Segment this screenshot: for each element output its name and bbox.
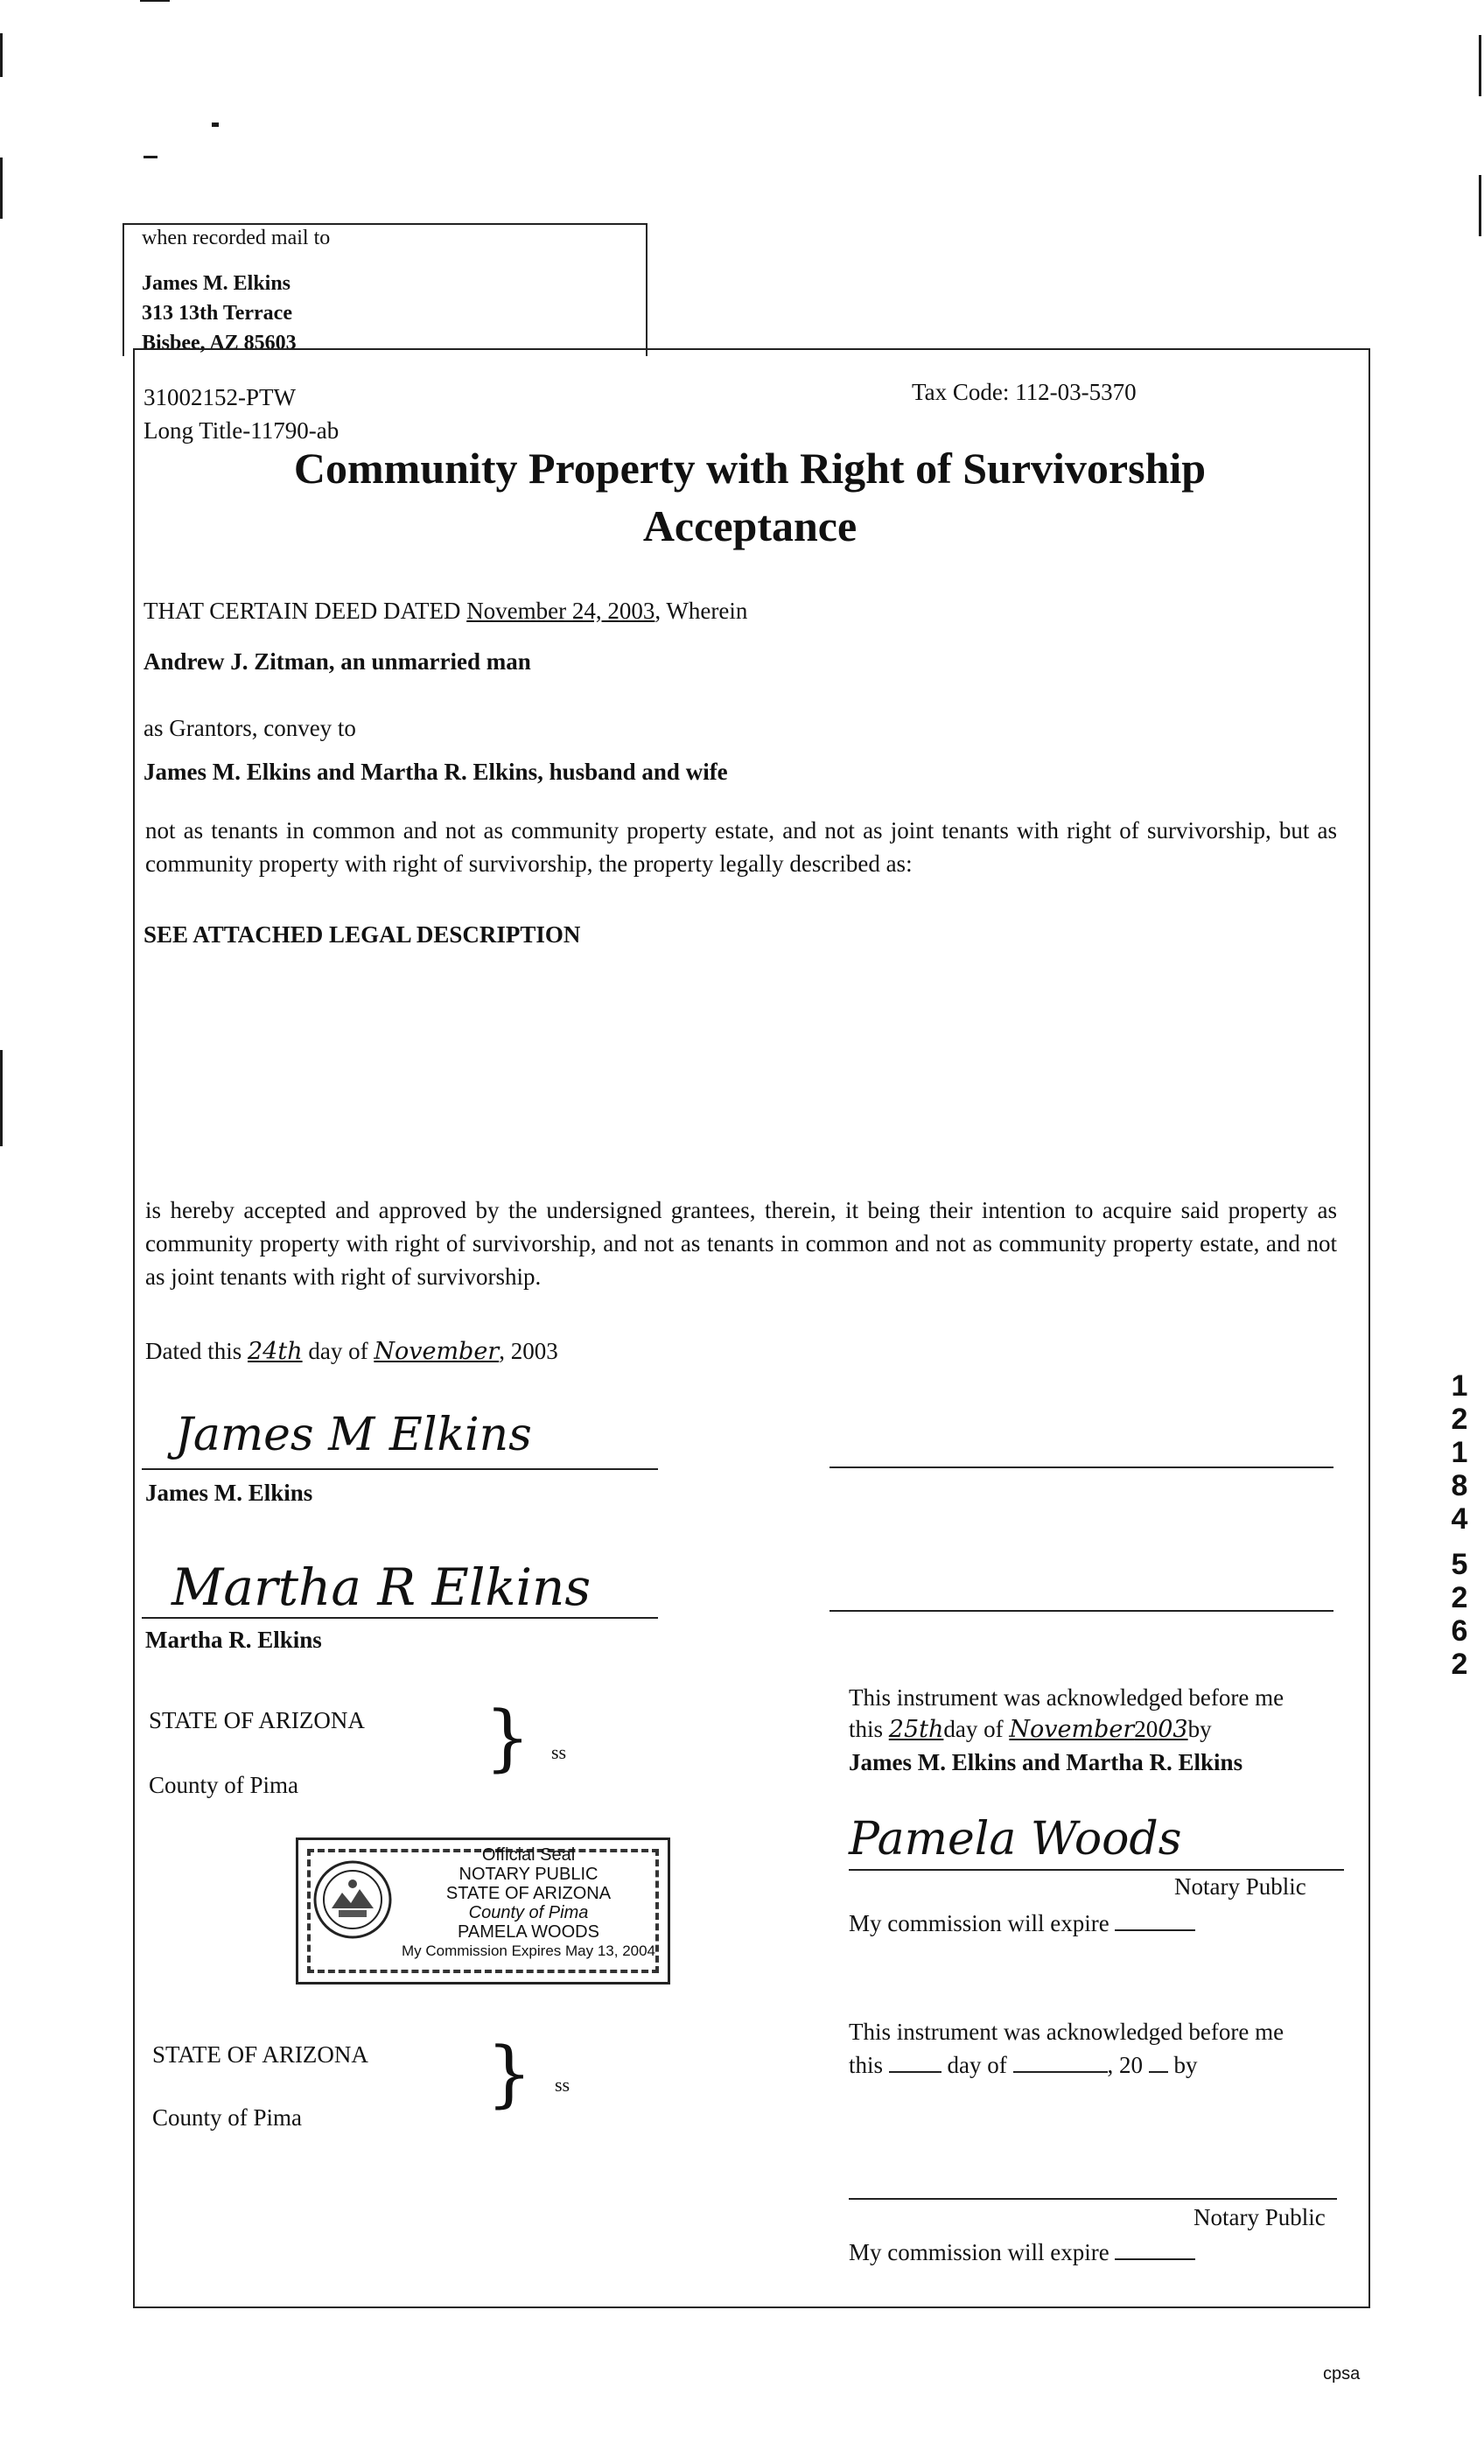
signature-line-1 xyxy=(142,1468,658,1470)
notary2-state: STATE OF ARIZONA xyxy=(152,2041,368,2068)
long-title: Long Title-11790-ab xyxy=(144,417,340,444)
deed-suffix: , Wherein xyxy=(654,598,748,624)
seal-line6: My Commission Expires May 13, 2004 xyxy=(401,1942,656,1959)
conveyance-paragraph: not as tenants in common and not as community property estate, and not as joint tenants with right of survivorship, but as community property with right of survivorship, the property legally described as: xyxy=(145,817,1337,877)
notary2-commission xyxy=(849,2236,1195,2268)
signature-line-4 xyxy=(830,1610,1334,1612)
deed-date: November 24, 2003 xyxy=(466,598,655,624)
notary2-day-blank xyxy=(889,2071,942,2073)
dated-month: November xyxy=(374,1338,500,1365)
dated-year: , 2003 xyxy=(499,1338,558,1364)
seal-line3: STATE OF ARIZONA xyxy=(445,1884,612,1903)
notary2-this: this xyxy=(849,2052,884,2078)
as-grantors: as Grantors, convey to xyxy=(144,715,356,741)
scan-mark xyxy=(0,1050,3,1146)
footer-code: cpsa xyxy=(1323,2364,1361,2384)
notary2-this-line xyxy=(849,2049,1198,2081)
seal-line5: PAMELA WOODS xyxy=(458,1922,599,1942)
dated-day: 24th xyxy=(247,1338,303,1365)
dated-prefix: Dated this xyxy=(145,1338,242,1364)
notary1-year-prefix: 20 xyxy=(1134,1716,1158,1742)
scan-mark xyxy=(0,158,3,219)
mail-to-street: 313 13th Terrace xyxy=(142,302,292,325)
mail-to-box xyxy=(122,223,648,356)
notary1-day-of: day of xyxy=(943,1716,1004,1742)
notary1-commission-blank xyxy=(1115,1929,1195,1931)
acceptance-paragraph: is hereby accepted and approved by the undersigned grantees, therein, it being their intention to acquire said property as community property with right of survivorship, and not as tenants in common and not as community property estate, and not as joint tenants with right of survivorship. xyxy=(145,1197,1337,1290)
dated-mid: day of xyxy=(308,1338,368,1364)
legal-description: SEE ATTACHED LEGAL DESCRIPTION xyxy=(144,921,581,948)
notary2-brace: } xyxy=(486,2033,533,2116)
scan-mark xyxy=(1479,175,1481,236)
signature-martha-handwritten: Martha R Elkins xyxy=(172,1558,592,1617)
notary1-year: 03 xyxy=(1158,1716,1188,1743)
document-frame xyxy=(133,348,1370,2308)
notary2-year-prefix: , 20 xyxy=(1107,2052,1143,2078)
grantor: Andrew J. Zitman, an unmarried man xyxy=(144,648,531,675)
deed-prefix: THAT CERTAIN DEED DATED xyxy=(144,598,461,624)
recording-number xyxy=(1442,1369,1477,1681)
notary2-day-of: day of xyxy=(947,2052,1007,2078)
mail-to-address xyxy=(142,269,297,358)
notary2-notary-public: Notary Public xyxy=(1194,2204,1326,2230)
signature-line-2 xyxy=(142,1617,658,1619)
seal-text xyxy=(395,1845,662,1961)
notary2-month-blank xyxy=(1013,2071,1108,2073)
mail-to-name: James M. Elkins xyxy=(142,272,291,295)
notary1-ack-line: This instrument was acknowledged before me xyxy=(849,1684,1284,1711)
signer-1-name: James M. Elkins xyxy=(145,1480,313,1506)
signer-2-name: Martha R. Elkins xyxy=(145,1627,322,1653)
scan-mark xyxy=(140,0,170,2)
notary1-brace: } xyxy=(485,1697,531,1780)
recording-digit: 1 xyxy=(1451,1369,1468,1403)
notary1-names: James M. Elkins and Martha R. Elkins xyxy=(849,1749,1243,1775)
signature-line-3 xyxy=(830,1466,1334,1468)
notary2-ss: ss xyxy=(555,2074,570,2096)
recording-digit: 6 xyxy=(1451,1614,1468,1648)
deed-line xyxy=(144,595,747,626)
notary2-by: by xyxy=(1173,2052,1198,2078)
notary1-county: County of Pima xyxy=(149,1772,299,1798)
recording-digit: 4 xyxy=(1451,1502,1468,1536)
document-title-line2: Acceptance xyxy=(642,501,858,550)
notary2-signature-line xyxy=(849,2198,1337,2200)
notary1-ss: ss xyxy=(551,1741,567,1763)
tax-code: Tax Code: 112-03-5370 xyxy=(912,379,1137,405)
recording-digit: 2 xyxy=(1451,1403,1468,1436)
dated-line xyxy=(145,1335,558,1368)
mail-to-label: when recorded mail to xyxy=(142,227,331,249)
notary1-this-line xyxy=(849,1713,1212,1746)
notary2-ack-line: This instrument was acknowledged before me xyxy=(849,2019,1284,2045)
state-seal-icon xyxy=(312,1859,393,1940)
notary-signature-handwritten: Pamela Woods xyxy=(849,1813,1182,1866)
notary2-commission-label: My commission will expire xyxy=(849,2239,1110,2265)
document-title: Community Property with Right of Survivorship xyxy=(293,444,1207,493)
seal-line2: NOTARY PUBLIC xyxy=(458,1865,598,1884)
recording-digit: 1 xyxy=(1451,1436,1468,1469)
notary2-commission-blank xyxy=(1115,2258,1195,2260)
notary1-day: 25th xyxy=(888,1716,944,1743)
seal-line1: Official Seal xyxy=(481,1845,576,1865)
mail-to-city: Bisbee, AZ 85603 xyxy=(142,332,297,354)
recording-digit: 2 xyxy=(1451,1581,1468,1614)
signature-james-handwritten: James M Elkins xyxy=(175,1409,532,1461)
seal-line4: County of Pima xyxy=(468,1903,589,1922)
notary1-this: this xyxy=(849,1716,884,1742)
scan-mark xyxy=(1479,35,1481,96)
recording-digit: 8 xyxy=(1451,1469,1468,1502)
grantees: James M. Elkins and Martha R. Elkins, husband and wife xyxy=(144,759,728,785)
file-number: 31002152-PTW xyxy=(144,384,296,410)
notary1-state: STATE OF ARIZONA xyxy=(149,1707,365,1733)
scan-mark xyxy=(212,122,219,127)
notary1-commission xyxy=(849,1908,1195,1939)
notary2-year-blank xyxy=(1149,2071,1168,2073)
notary1-by: by xyxy=(1187,1716,1212,1742)
notary1-notary-public: Notary Public xyxy=(1174,1873,1306,1900)
notary2-county: County of Pima xyxy=(152,2104,303,2131)
notary-seal-stamp xyxy=(296,1838,670,1984)
recording-digit: 5 xyxy=(1451,1548,1468,1581)
notary1-commission-label: My commission will expire xyxy=(849,1910,1110,1936)
scan-mark xyxy=(0,33,3,77)
notary1-month: November xyxy=(1009,1716,1135,1743)
scan-mark xyxy=(144,156,158,158)
recording-digit: 2 xyxy=(1451,1648,1468,1681)
